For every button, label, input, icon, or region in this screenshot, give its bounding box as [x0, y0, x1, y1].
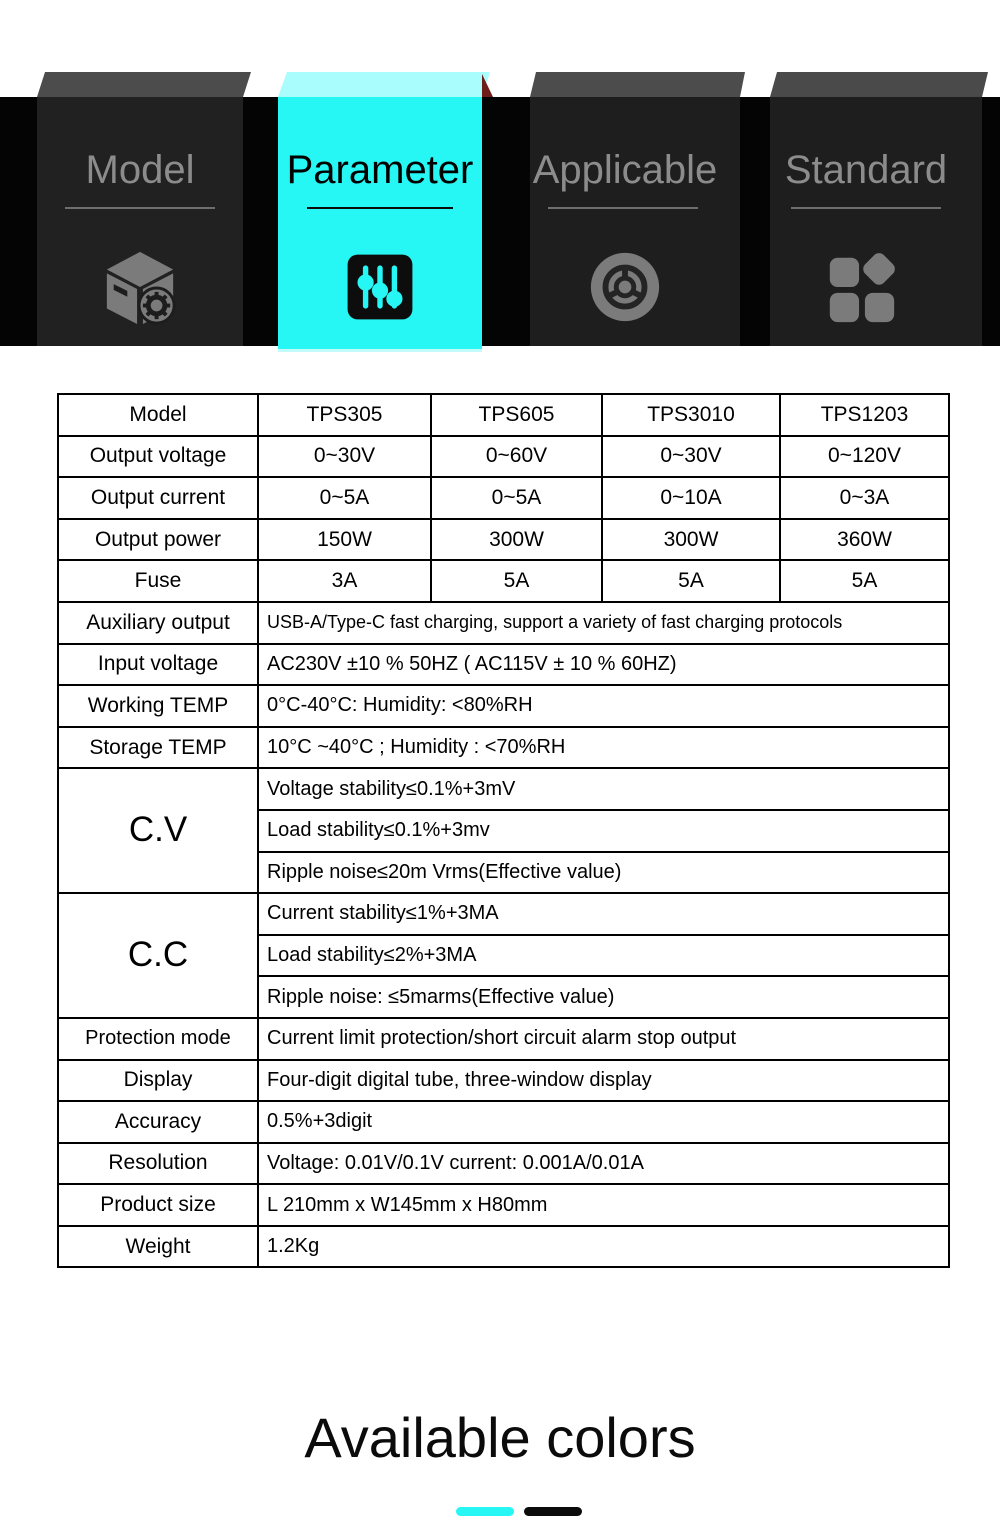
- table-row: [58, 519, 949, 561]
- spec-cell: 0~3A: [780, 477, 949, 519]
- spec-cell: 0~30V: [602, 436, 780, 478]
- tab-parameter[interactable]: [278, 72, 490, 350]
- tab-underline: [307, 207, 453, 209]
- tab-bottom-strip: [278, 349, 482, 352]
- spec-row-label: Output power: [58, 519, 258, 561]
- spec-cell: AC230V ±10 % 50HZ ( AC115V ± 10 % 60HZ): [258, 644, 949, 686]
- spec-row-label: Auxiliary output: [58, 602, 258, 644]
- spec-cell: Voltage: 0.01V/0.1V current: 0.001A/0.01A: [258, 1143, 949, 1185]
- spec-cell: 300W: [431, 519, 602, 561]
- spec-row-label: Fuse: [58, 560, 258, 602]
- tab-top-bevel: [37, 72, 251, 97]
- tab-applicable-label: Applicable: [532, 148, 718, 192]
- tab-top-bevel: [278, 72, 490, 97]
- spec-cell: 360W: [780, 519, 949, 561]
- package-gear-icon: [101, 248, 179, 326]
- spec-row-label: Input voltage: [58, 644, 258, 686]
- table-row: [58, 560, 949, 602]
- table-row: [58, 685, 949, 727]
- spec-cell: 300W: [602, 519, 780, 561]
- spec-cell: 0~10A: [602, 477, 780, 519]
- spec-row-label: Output current: [58, 477, 258, 519]
- table-row: [58, 727, 949, 769]
- spec-row-label: Model: [58, 394, 258, 436]
- tab-underline: [65, 207, 215, 209]
- spec-cell: L 210mm x W145mm x H80mm: [258, 1184, 949, 1226]
- spec-row-label: Display: [58, 1060, 258, 1102]
- spec-row-label: Protection mode: [58, 1018, 258, 1060]
- spec-cell: 0~120V: [780, 436, 949, 478]
- spec-cell: 0~5A: [258, 477, 431, 519]
- spec-cell: TPS605: [431, 394, 602, 436]
- spec-cell: Load stability≤2%+3MA: [258, 935, 949, 977]
- spec-cell: 3A: [258, 560, 431, 602]
- spec-table: [57, 393, 950, 1268]
- spec-row-label: Output voltage: [58, 436, 258, 478]
- spec-row-label: C.V: [58, 768, 258, 893]
- spec-cell: 0~5A: [431, 477, 602, 519]
- spec-row-label: Weight: [58, 1226, 258, 1268]
- sliders-icon: [344, 251, 416, 323]
- table-row: [58, 1143, 949, 1185]
- tab-standard-label: Standard: [784, 148, 948, 192]
- tab-underline: [791, 207, 941, 209]
- available-colors-heading: Available colors: [304, 1406, 696, 1469]
- color-dash-black: [524, 1507, 582, 1516]
- table-row: [58, 394, 949, 436]
- spec-cell: USB-A/Type-C fast charging, support a variety of fast charging protocols: [258, 602, 949, 644]
- table-row: [58, 1018, 949, 1060]
- spec-row-label: C.C: [58, 893, 258, 1018]
- shapes-grid-icon: [822, 248, 900, 326]
- spec-cell: 1.2Kg: [258, 1226, 949, 1268]
- table-row: [58, 1101, 949, 1143]
- spec-cell: TPS305: [258, 394, 431, 436]
- spec-row-label: Accuracy: [58, 1101, 258, 1143]
- tab-top-bevel: [770, 72, 988, 97]
- spec-cell: 5A: [602, 560, 780, 602]
- color-dash-cyan: [456, 1507, 514, 1516]
- spec-cell: 5A: [780, 560, 949, 602]
- table-row: [58, 1184, 949, 1226]
- table-row: [58, 768, 949, 810]
- spec-cell: 0~60V: [431, 436, 602, 478]
- table-row: [58, 602, 949, 644]
- spec-cell: 0~30V: [258, 436, 431, 478]
- spec-cell: Four-digit digital tube, three-window display: [258, 1060, 949, 1102]
- spec-cell: Ripple noise: ≤5marms(Effective value): [258, 976, 949, 1018]
- spec-cell: 0.5%+3digit: [258, 1101, 949, 1143]
- spec-cell: Current stability≤1%+3MA: [258, 893, 949, 935]
- spec-cell: Current limit protection/short circuit alarm stop output: [258, 1018, 949, 1060]
- spec-cell: 0°C-40°C: Humidity: <80%RH: [258, 685, 949, 727]
- table-row: [58, 893, 949, 935]
- tab-parameter-label: Parameter: [286, 148, 474, 192]
- table-row: [58, 1226, 949, 1268]
- spec-cell: 5A: [431, 560, 602, 602]
- spec-cell: 10°C ~40°C ; Humidity : <70%RH: [258, 727, 949, 769]
- spec-cell: Ripple noise≤20m Vrms(Effective value): [258, 852, 949, 894]
- spec-row-label: Resolution: [58, 1143, 258, 1185]
- spec-row-label: Product size: [58, 1184, 258, 1226]
- tab-model-label: Model: [85, 148, 195, 192]
- tab-model[interactable]: [37, 72, 251, 350]
- tab-applicable[interactable]: [530, 72, 745, 350]
- spec-cell: 150W: [258, 519, 431, 561]
- spec-cell: Load stability≤0.1%+3mv: [258, 810, 949, 852]
- tab-top-bevel: [530, 72, 745, 97]
- tab-underline: [548, 207, 698, 209]
- spec-cell: TPS3010: [602, 394, 780, 436]
- table-row: [58, 436, 949, 478]
- spec-cell: Voltage stability≤0.1%+3mV: [258, 768, 949, 810]
- spec-row-label: Working TEMP: [58, 685, 258, 727]
- table-row: [58, 1060, 949, 1102]
- spec-row-label: Storage TEMP: [58, 727, 258, 769]
- tab-standard[interactable]: [770, 72, 988, 350]
- table-row: [58, 477, 949, 519]
- chrome-icon: [586, 248, 664, 326]
- table-row: [58, 644, 949, 686]
- spec-cell: TPS1203: [780, 394, 949, 436]
